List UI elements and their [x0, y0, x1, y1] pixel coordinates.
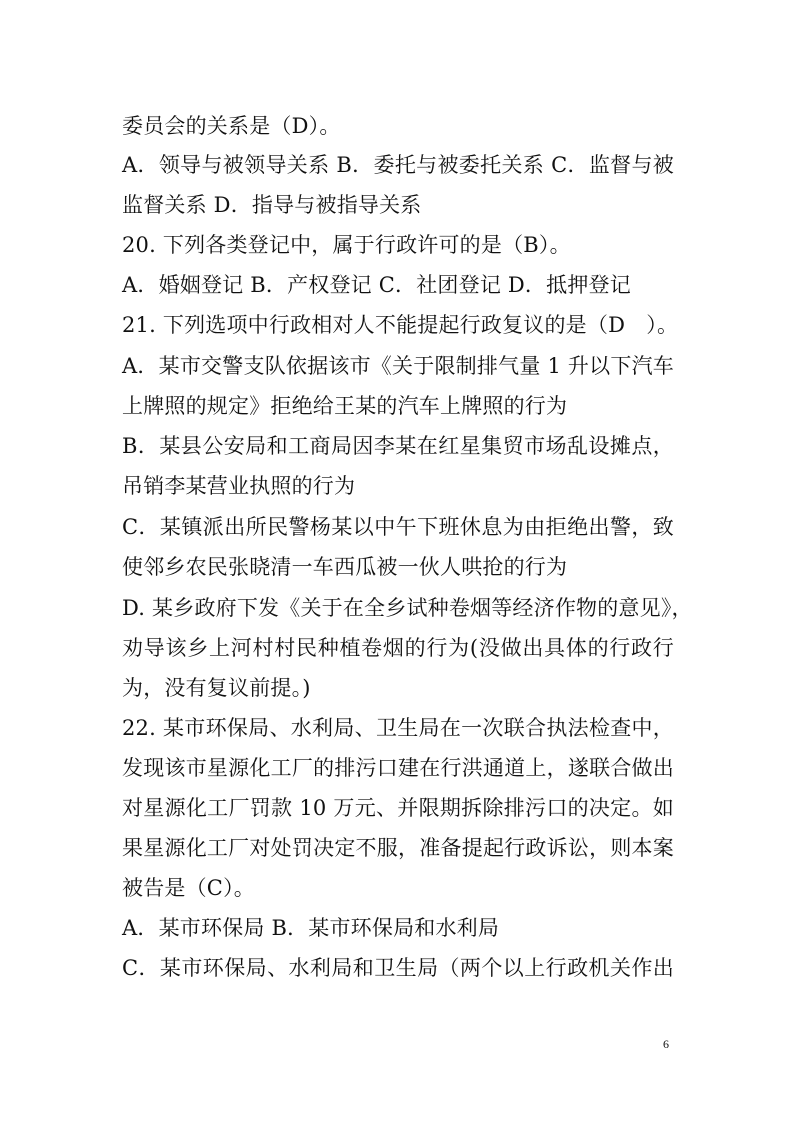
text-line-17: 发现该市星源化工厂的排污口建在行洪通道上，遂联合做出: [122, 756, 674, 780]
text-line-13: D. 某乡政府下发《关于在全乡试种卷烟等经济作物的意见》，: [122, 596, 693, 620]
text-line-7: A．某市交警支队依据该市《关于限制排气量 1 升以下汽车: [122, 354, 674, 378]
text-line-16: 22. 某市环保局、水利局、卫生局在一次联合执法检查中，: [122, 716, 674, 740]
text-line-20: 被告是（C）。: [122, 876, 255, 900]
text-line-14: 劝导该乡上河村村民种植卷烟的行为(没做出具体的行政行: [122, 636, 674, 660]
text-line-5: A．婚姻登记 B．产权登记 C．社团登记 D．抵押登记: [122, 273, 631, 297]
text-line-19: 果星源化工厂对处罚决定不服，准备提起行政诉讼，则本案: [122, 836, 674, 860]
text-line-11: C．某镇派出所民警杨某以中午下班休息为由拒绝出警，致: [122, 515, 674, 539]
text-line-3: 监督关系 D．指导与被指导关系: [122, 193, 422, 217]
text-line-9: B．某县公安局和工商局因李某在红星集贸市场乱设摊点，: [122, 434, 674, 458]
text-line-22: C．某市环保局、水利局和卫生局（两个以上行政机关作出: [122, 956, 674, 980]
text-line-12: 使邻乡农民张晓清一车西瓜被一伙人哄抢的行为: [122, 555, 568, 579]
text-line-15: 为，没有复议前提。): [122, 676, 311, 700]
text-line-4: 20. 下列各类登记中，属于行政许可的是（B）。: [122, 233, 571, 257]
page-number: 6: [663, 1037, 669, 1051]
text-line-6: 21. 下列选项中行政相对人不能提起行政复议的是（D ）。: [122, 313, 679, 337]
text-line-1: 委员会的关系是（D）。: [122, 114, 341, 138]
text-line-21: A．某市环保局 B．某市环保局和水利局: [122, 916, 500, 940]
text-line-10: 吊销李某营业执照的行为: [122, 474, 356, 498]
text-line-2: A．领导与被领导关系 B．委托与被委托关系 C．监督与被: [122, 153, 674, 177]
text-line-8: 上牌照的规定》拒绝给王某的汽车上牌照的行为: [122, 394, 568, 418]
text-line-18: 对星源化工厂罚款 10 万元、并限期拆除排污口的决定。如: [122, 796, 674, 820]
